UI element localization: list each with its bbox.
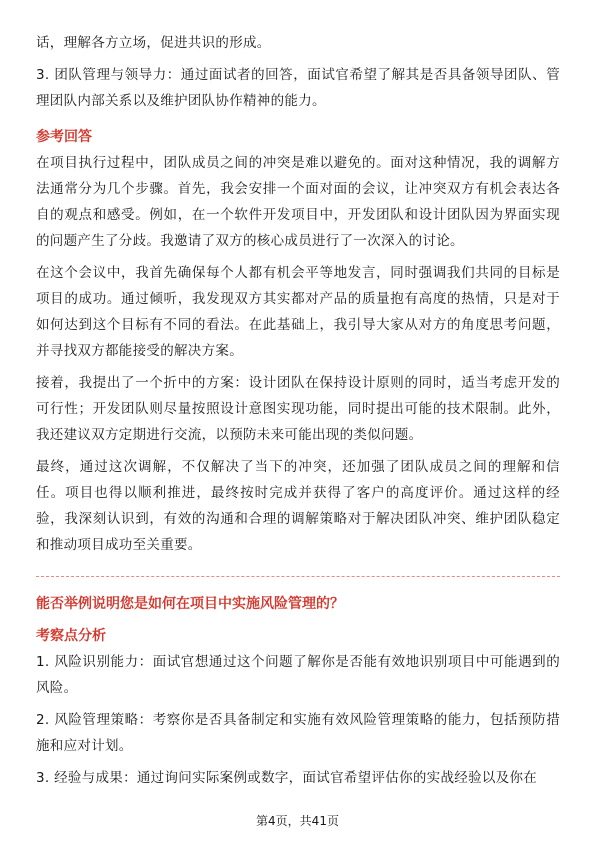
reference-answer-heading: 参考回答 (36, 129, 92, 145)
analysis-item: 2. 风险管理策略：考察你是否具备制定和实施有效风险管理策略的能力，包括预防措施和应对计划。 (36, 712, 560, 754)
answer-paragraph: 最终，通过这次调解，不仅解决了当下的冲突，还加强了团队成员之间的理解和信任。项目也得以顺利推进，最终按时完成并获得了客户的高度评价。通过这样的经验，我深刻认识到，有效的沟通和合理的调解策略对于解决团队冲突、维护团队稳定和推动项目成功至关重要。 (36, 459, 560, 553)
analysis-item-3: 3. 团队管理与领导力：通过面试者的回答，面试官希望了解其是否具备领导团队、管理团队内部关系以及维护团队协作精神的能力。 (36, 67, 560, 109)
continuation-text: 话，理解各方立场，促进共识的形成。 (36, 35, 271, 51)
question-heading: 能否举例说明您是如何在项目中实施风险管理的？ (36, 596, 344, 612)
document-page (36, 30, 560, 791)
answer-paragraph: 在项目执行过程中，团队成员之间的冲突是难以避免的。面对这种情况，我的调解方法通常分为几个步骤。首先，我会安排一个面对面的会议，让冲突双方有机会表达各自的观点和感受。例如，在一个软件开发项目中，开发团队和设计团队因为界面实现的问题产生了分歧。我邀请了双方的核心成员进行了一次深入的讨论。 (36, 155, 560, 249)
analysis-item: 3. 经验与成果：通过询问实际案例或数字，面试官希望评估你的实战经验以及你在 (36, 770, 538, 786)
answer-paragraph: 在这个会议中，我首先确保每个人都有机会平等地发言，同时强调我们共同的目标是项目的成功。通过倾听，我发现双方其实都对产品的质量抱有高度的热情，只是对于如何达到这个目标有不同的看法。在此基础上，我引导大家从对方的角度思考问题，并寻找双方都能接受的解决方案。 (36, 265, 560, 359)
answer-paragraph: 接着，我提出了一个折中的方案：设计团队在保持设计原则的同时，适当考虑开发的可行性；开发团队则尽量按照设计意图实现功能，同时提出可能的技术限制。此外，我还建议双方定期进行交流，以预防未来可能出现的类似问题。 (36, 375, 560, 443)
section-divider (36, 576, 560, 577)
analysis-heading: 考察点分析 (36, 628, 106, 644)
page-number: 第4页，共41页 (256, 814, 339, 828)
analysis-item: 1. 风险识别能力：面试官想通过这个问题了解你是否能有效地识别项目中可能遇到的风险。 (36, 654, 560, 696)
